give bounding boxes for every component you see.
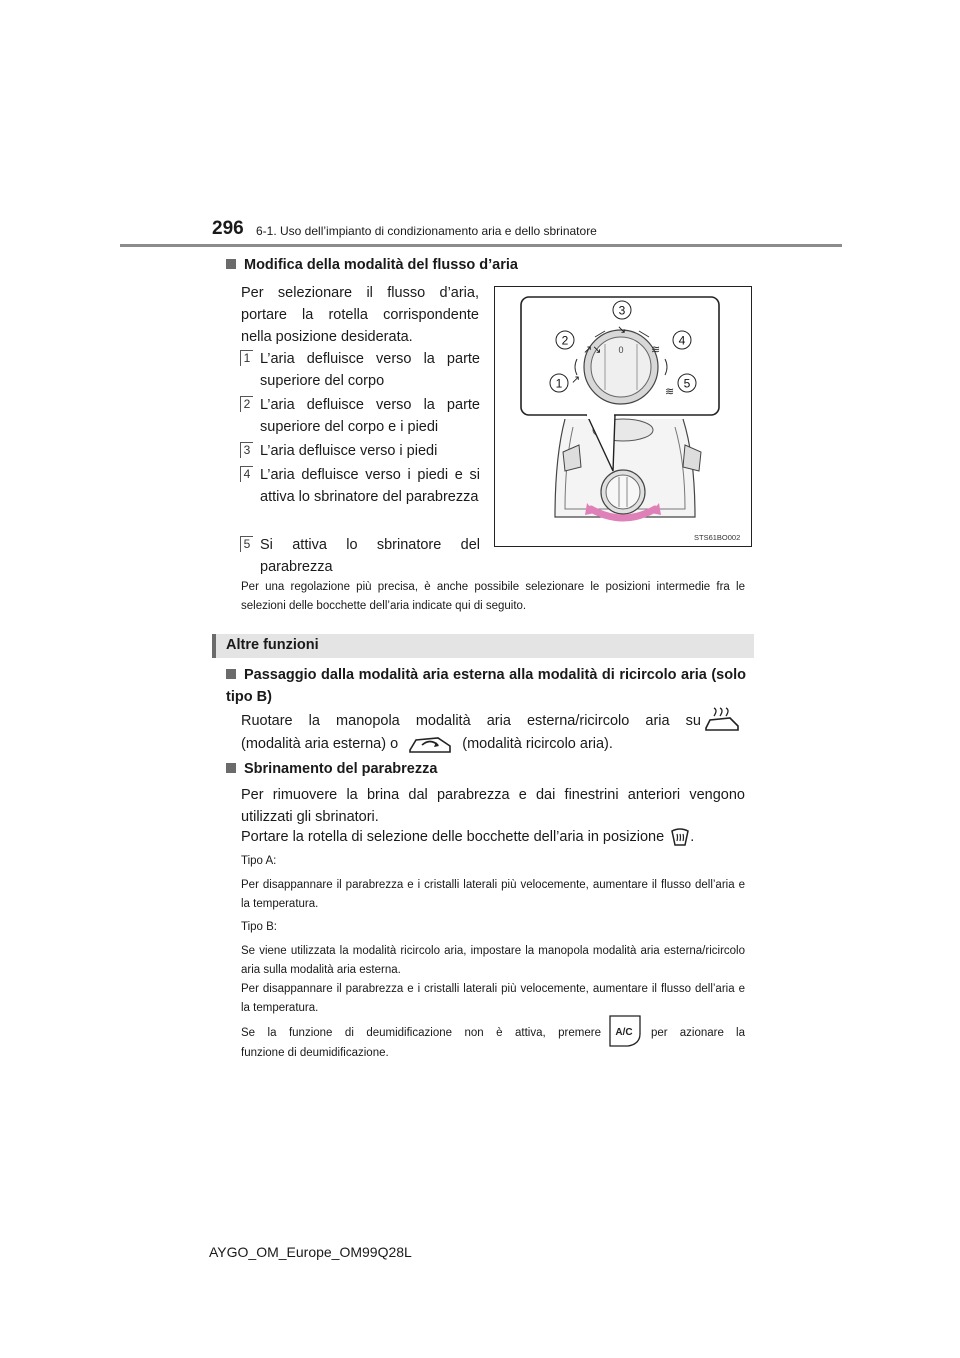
recirculation-mode-icon <box>408 732 452 756</box>
item-text: L’aria defluisce verso i piedi <box>260 443 438 459</box>
item-number: 4 <box>240 466 253 482</box>
svg-text:1: 1 <box>555 376 563 391</box>
item-text: L’aria defluisce verso la parte superiore del corpo <box>260 351 480 389</box>
defrost-text2-main: Portare la rotella di selezione delle bocchette dell’aria in posizione <box>241 829 665 845</box>
recirc-heading-text: Passaggio dalla modalità aria esterna alla modalità di ricircolo aria (solo tipo B) <box>226 667 746 705</box>
bullet-square-icon <box>226 669 236 679</box>
recirc-text-line2 <box>241 732 613 756</box>
tipo-a-text: Per disappannare il parabrezza e i cristalli laterali più velocemente, aumentare il flusso dell’aria e la temperatura. <box>241 879 745 910</box>
flow-heading <box>226 254 750 276</box>
dial-zero-mark: 0 <box>618 345 624 355</box>
flow-item-1 <box>240 348 480 392</box>
feet-defrost-mode-icon: ≋ <box>651 344 661 356</box>
feet-mode-icon: ↘ <box>617 324 627 336</box>
flow-item-4 <box>240 464 480 508</box>
callout-4 <box>673 331 691 349</box>
item-number: 2 <box>240 396 253 412</box>
altre-funzioni-bar <box>212 634 754 658</box>
figure-code: STS61BO002 <box>694 533 741 542</box>
svg-text:4: 4 <box>678 333 686 348</box>
ac-button-icon <box>606 1014 644 1048</box>
ac-text-b-line2: funzione di deumidificazione. <box>241 1047 389 1059</box>
callout-1 <box>550 374 568 392</box>
svg-text:3: 3 <box>618 303 626 318</box>
svg-text:2: 2 <box>561 333 569 348</box>
right-vent-icon <box>683 445 701 471</box>
defrost-text2-end: . <box>690 829 695 845</box>
tipo-b-label: Tipo B: <box>241 921 278 933</box>
flow-intro: Per selezionare il flusso d’aria, portare la rotella corrispondente nella posizione desiderata. <box>241 285 479 345</box>
airflow-dial-figure <box>494 286 752 547</box>
flow-item-2 <box>240 394 480 438</box>
recirc-text-b: (modalità aria esterna) o <box>241 736 399 752</box>
bilevel-mode-icon: ↗↘ <box>583 344 602 356</box>
flow-item-3 <box>240 440 480 462</box>
flow-heading-text: Modifica della modalità del flusso d’aria <box>244 257 518 273</box>
svg-text:5: 5 <box>683 376 691 391</box>
item-text: L’aria defluisce verso la parte superiore del corpo e i piedi <box>260 397 480 435</box>
item-number: 5 <box>240 536 253 552</box>
defrost-heading-text: Sbrinamento del parabrezza <box>244 761 438 777</box>
item-number: 3 <box>240 442 253 458</box>
ac-text-b-line1: per azionare la <box>651 1027 745 1039</box>
outside-air-mode-icon <box>704 706 740 734</box>
flow-note: Per una regolazione più precisa, è anche possibile selezionare le posizioni intermedie fra le selezioni delle bocchette dell’aria indicate qui di seguito. <box>241 581 745 612</box>
defrost-text1: Per rimuovere la brina dal parabrezza e dai finestrini anteriori vengono utilizzati gli sbrinatori. <box>241 787 745 825</box>
item-text: L’aria defluisce verso i piedi e si attiva lo sbrinatore del parabrezza <box>260 467 480 505</box>
recirc-text-line1: Ruotare la manopola modalità aria esterna/ricircolo aria su <box>241 713 701 729</box>
recirc-heading <box>226 664 746 708</box>
bullet-square-icon <box>226 259 236 269</box>
airflow-dial-illustration <box>495 287 751 546</box>
item-number: 1 <box>240 350 253 366</box>
bullet-square-icon <box>226 763 236 773</box>
recirc-text-c: (modalità ricircolo aria). <box>462 736 613 752</box>
windshield-defrost-icon <box>670 827 690 847</box>
tipo-b-text1: Se viene utilizzata la modalità ricircolo aria, impostare la manopola modalità aria esterna/ricircolo aria sulla modalità aria esterna. <box>241 945 745 976</box>
callout-5 <box>678 374 696 392</box>
callout-3 <box>613 301 631 319</box>
altre-funzioni-title: Altre funzioni <box>226 637 319 653</box>
section-title: 6-1. Uso dell’impianto di condizionamento aria e dello sbrinatore <box>256 224 597 238</box>
tipo-a-label: Tipo A: <box>241 855 277 867</box>
page-number: 296 <box>212 218 244 239</box>
header-rule <box>120 244 842 247</box>
ac-button-label: A/C <box>615 1027 633 1038</box>
flow-item-5 <box>240 534 480 578</box>
callout-2 <box>556 331 574 349</box>
face-mode-icon: ↗ <box>571 374 581 386</box>
ac-text-a: Se la funzione di deumidificazione non è attiva, premere <box>241 1027 601 1039</box>
tipo-b-text2: Per disappannare il parabrezza e i cristalli laterali più velocemente, aumentare il flusso dell’aria e la temperatura. <box>241 983 745 1014</box>
defrost-text2 <box>241 826 751 848</box>
defrost-mode-icon: ≋ <box>665 386 675 398</box>
footer-doc-id: AYGO_OM_Europe_OM99Q28L <box>209 1244 412 1260</box>
defrost-heading <box>226 758 746 780</box>
item-text: Si attiva lo sbrinatore del parabrezza <box>260 537 480 575</box>
